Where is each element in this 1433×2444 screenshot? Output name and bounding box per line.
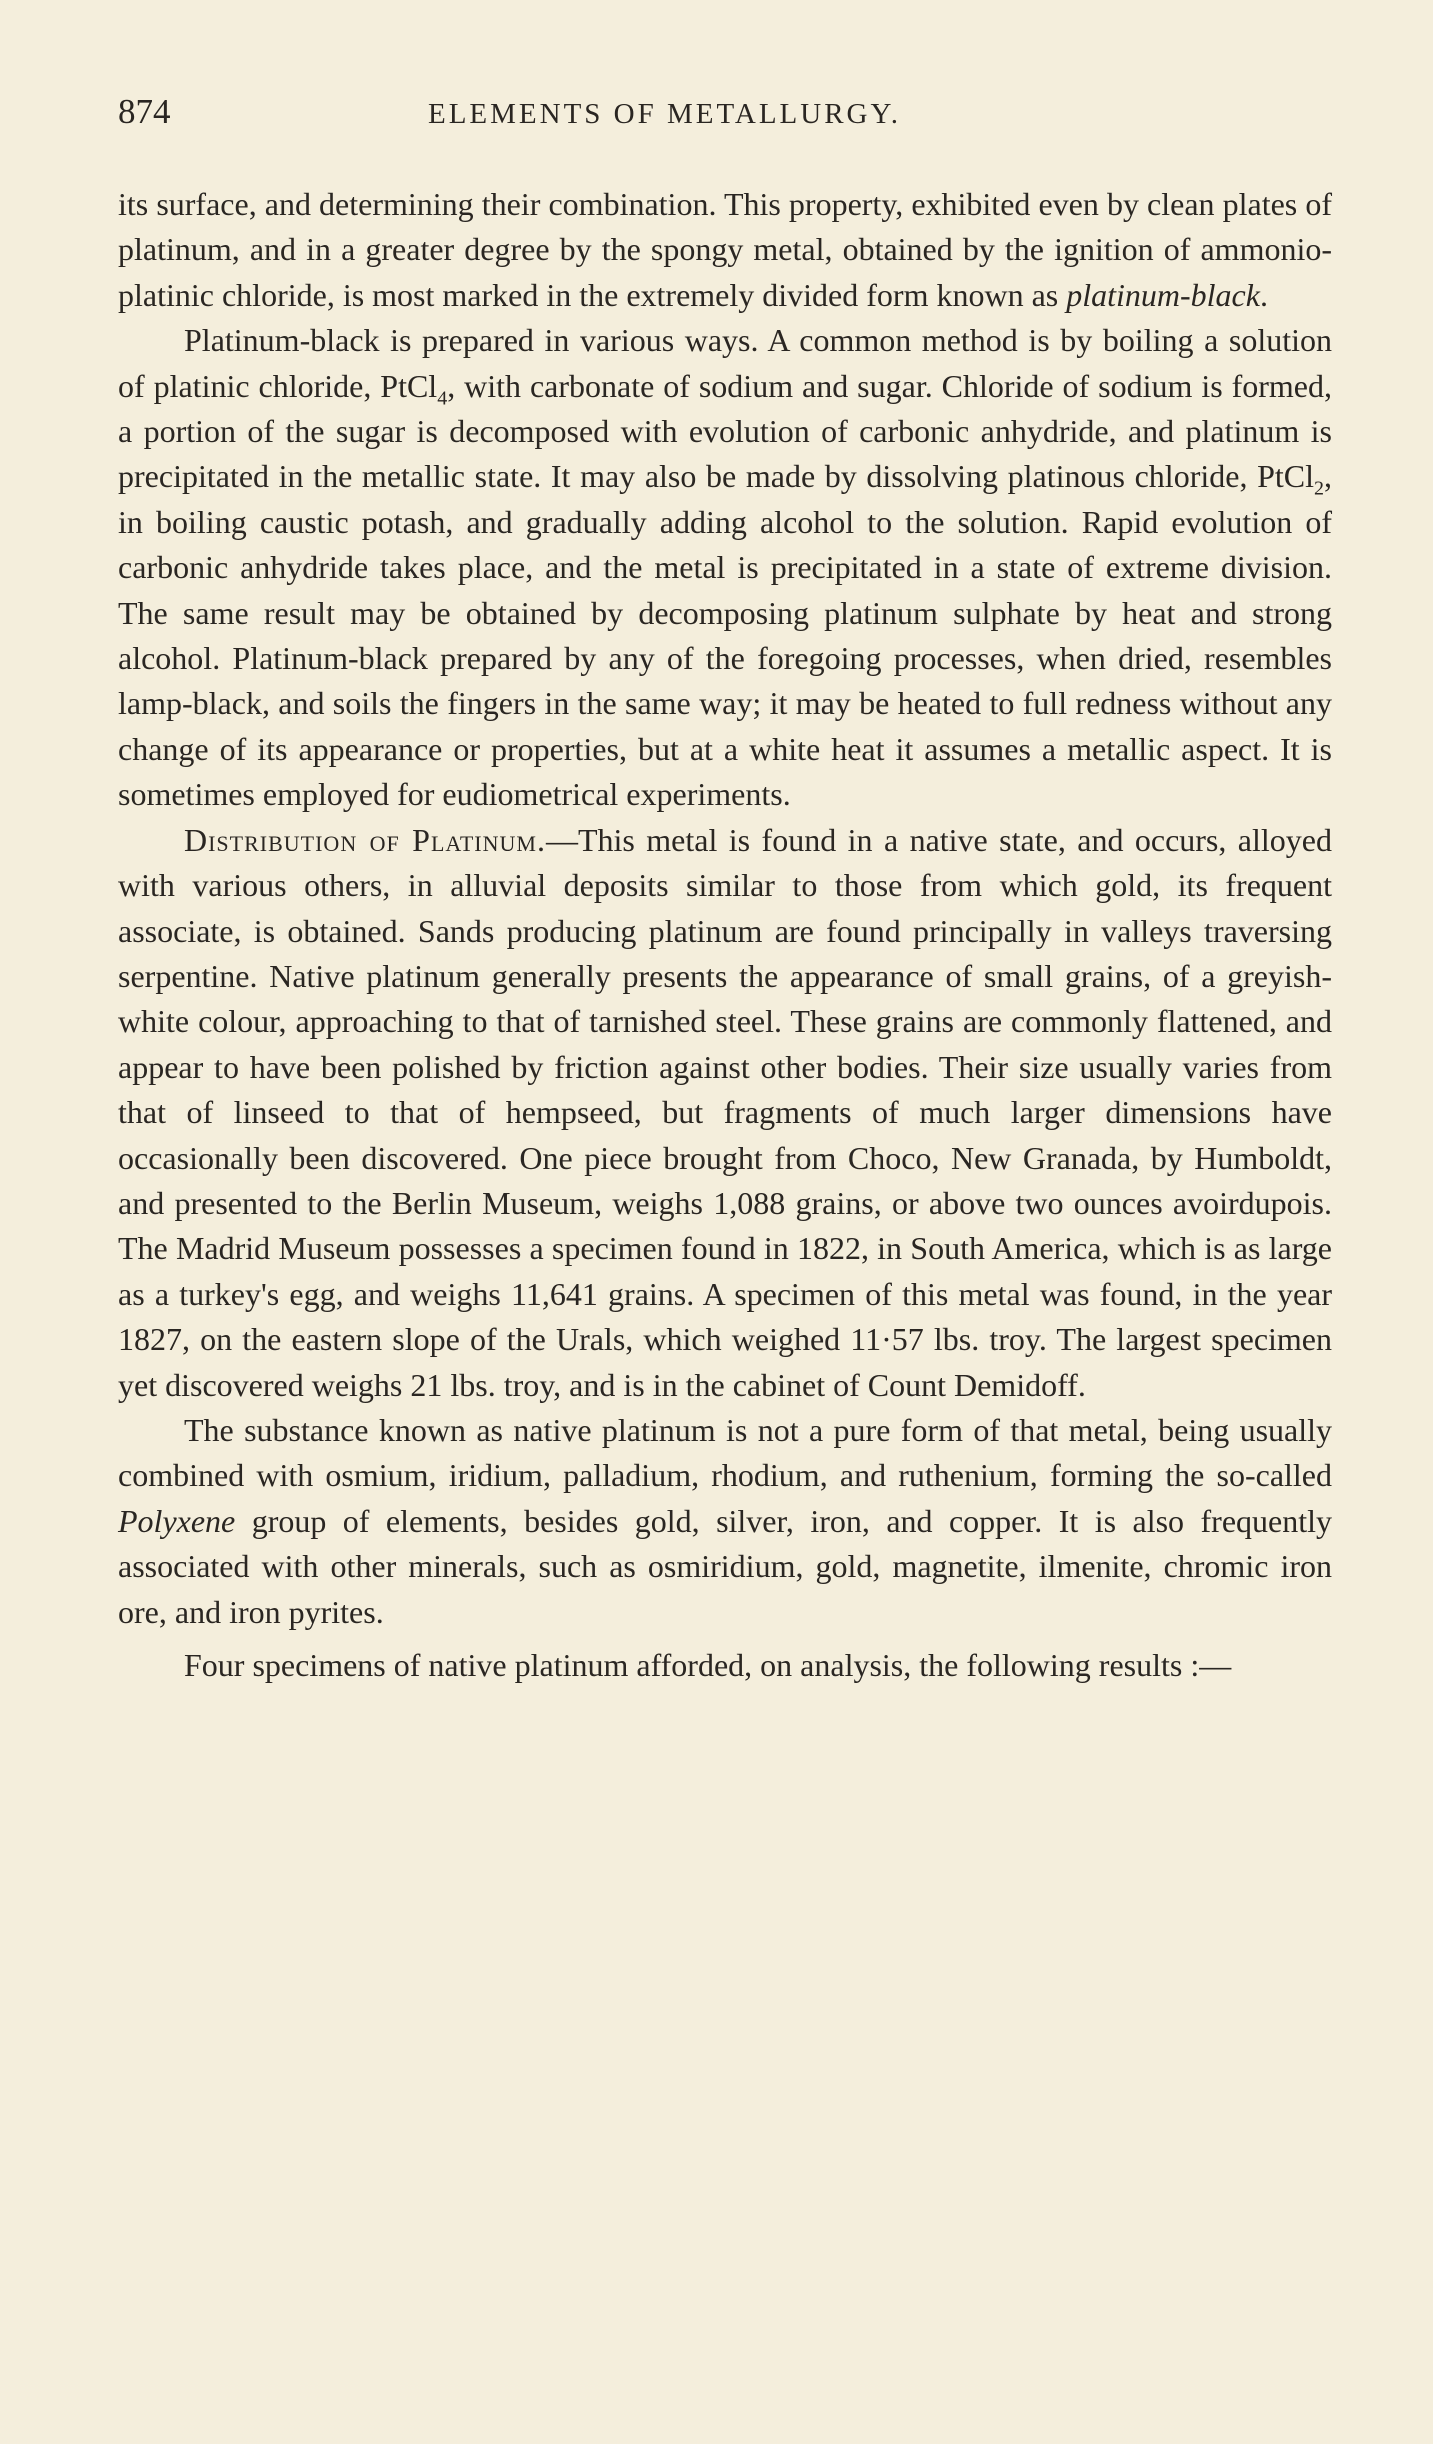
paragraph-4 [118, 1408, 1332, 1635]
paragraph-4-italic-term: Polyxene [118, 1502, 236, 1539]
paragraph-4-text-a: The substance known as native platinum is not a pure form of that metal, being usually combined with osmium, iridium, palladium, rhodium, and ruthenium, forming the so-called [118, 1411, 1332, 1494]
paragraph-1-italic-term: platinum-black [1066, 276, 1260, 313]
paragraph-5-text: Four specimens of native platinum afforded, on analysis, the following results :— [184, 1647, 1232, 1683]
paragraph-5 [118, 1643, 1332, 1688]
subscript-2: 2 [1314, 477, 1324, 500]
paragraph-1 [118, 182, 1332, 318]
paragraph-2-text-c: , in boiling caustic potash, and gradually adding alcohol to the solution. Rapid evolution of carbonic anhydride takes place, and the metal is precipitated in a state of extreme division. The same result may be obtained by decomposing platinum sulphate by heat and strong alcohol. Platinum-black prepared by any of the foregoing processes, when dried, resembles lamp-black, and soils the fingers in the same way; it may be heated to full redness without any change of its appearance or properties, but at a white heat it assumes a metallic aspect. It is sometimes employed for eudiometrical experiments. [118, 458, 1332, 813]
body-text [118, 182, 1332, 1688]
book-page [118, 92, 1332, 1688]
paragraph-1-end: . [1259, 276, 1268, 313]
paragraph-3-text: —This metal is found in a native state, and occurs, alloyed with various others, in alluvial deposits similar to those from which gold, its frequent associate, is obtained. Sands producing platinum are found principally in valleys traversing serpentine. Native platinum generally presents the appearance of small grains, of a greyish-white colour, approaching to that of tarnished steel. These grains are commonly flattened, and appear to have been polished by friction against other bodies. Their size usually varies from that of linseed to that of hempseed, but fragments of much larger dimensions have occasionally been discovered. One piece brought from Choco, New Granada, by Humboldt, and presented to the Berlin Museum, weighs 1,088 grains, or above two ounces avoirdupois. The Madrid Museum possesses a specimen found in 1822, in South America, which is as large as a turkey's egg, and weighs 11,641 grains. A specimen of this metal was found, in the year 1827, on the eastern slope of the Urals, which weighed 11·57 lbs. troy. The largest specimen yet discovered weighs 21 lbs. troy, and is in the cabinet of Count Demidoff. [118, 821, 1332, 1403]
page-number: 874 [118, 92, 171, 131]
paragraph-2-text-b: , with carbonate of sodium and sugar. Chloride of sodium is formed, a portion of the sugar is decomposed with evolution of carbonic anhydride, and platinum is precipitated in the metallic state. It may also be made by dissolving platinous chloride, PtCl [118, 367, 1333, 495]
subscript-4: 4 [437, 387, 448, 410]
paragraph-4-text-b: group of elements, besides gold, silver, iron, and copper. It is also frequently associated with other minerals, such as osmiridium, gold, magnetite, ilmenite, chromic iron ore, and iron pyrites. [118, 1502, 1332, 1630]
paragraph-1-text: its surface, and determining their combination. This property, exhibited even by clean plates of platinum, and in a greater degree by the spongy metal, obtained by the ignition of ammonio-platinic chloride, is most marked in the extremely divided form known as [118, 186, 1332, 313]
paragraph-2 [118, 318, 1332, 817]
page-header [118, 92, 1332, 158]
paragraph-3 [118, 818, 1332, 1408]
paragraph-2-text-a: Platinum-black is prepared in various ways. A common method is by boiling a solution of platinic chloride, PtCl [118, 322, 1332, 404]
running-title: ELEMENTS OF METALLURGY. [428, 98, 901, 130]
section-heading: Distribution of Platinum. [184, 821, 546, 858]
